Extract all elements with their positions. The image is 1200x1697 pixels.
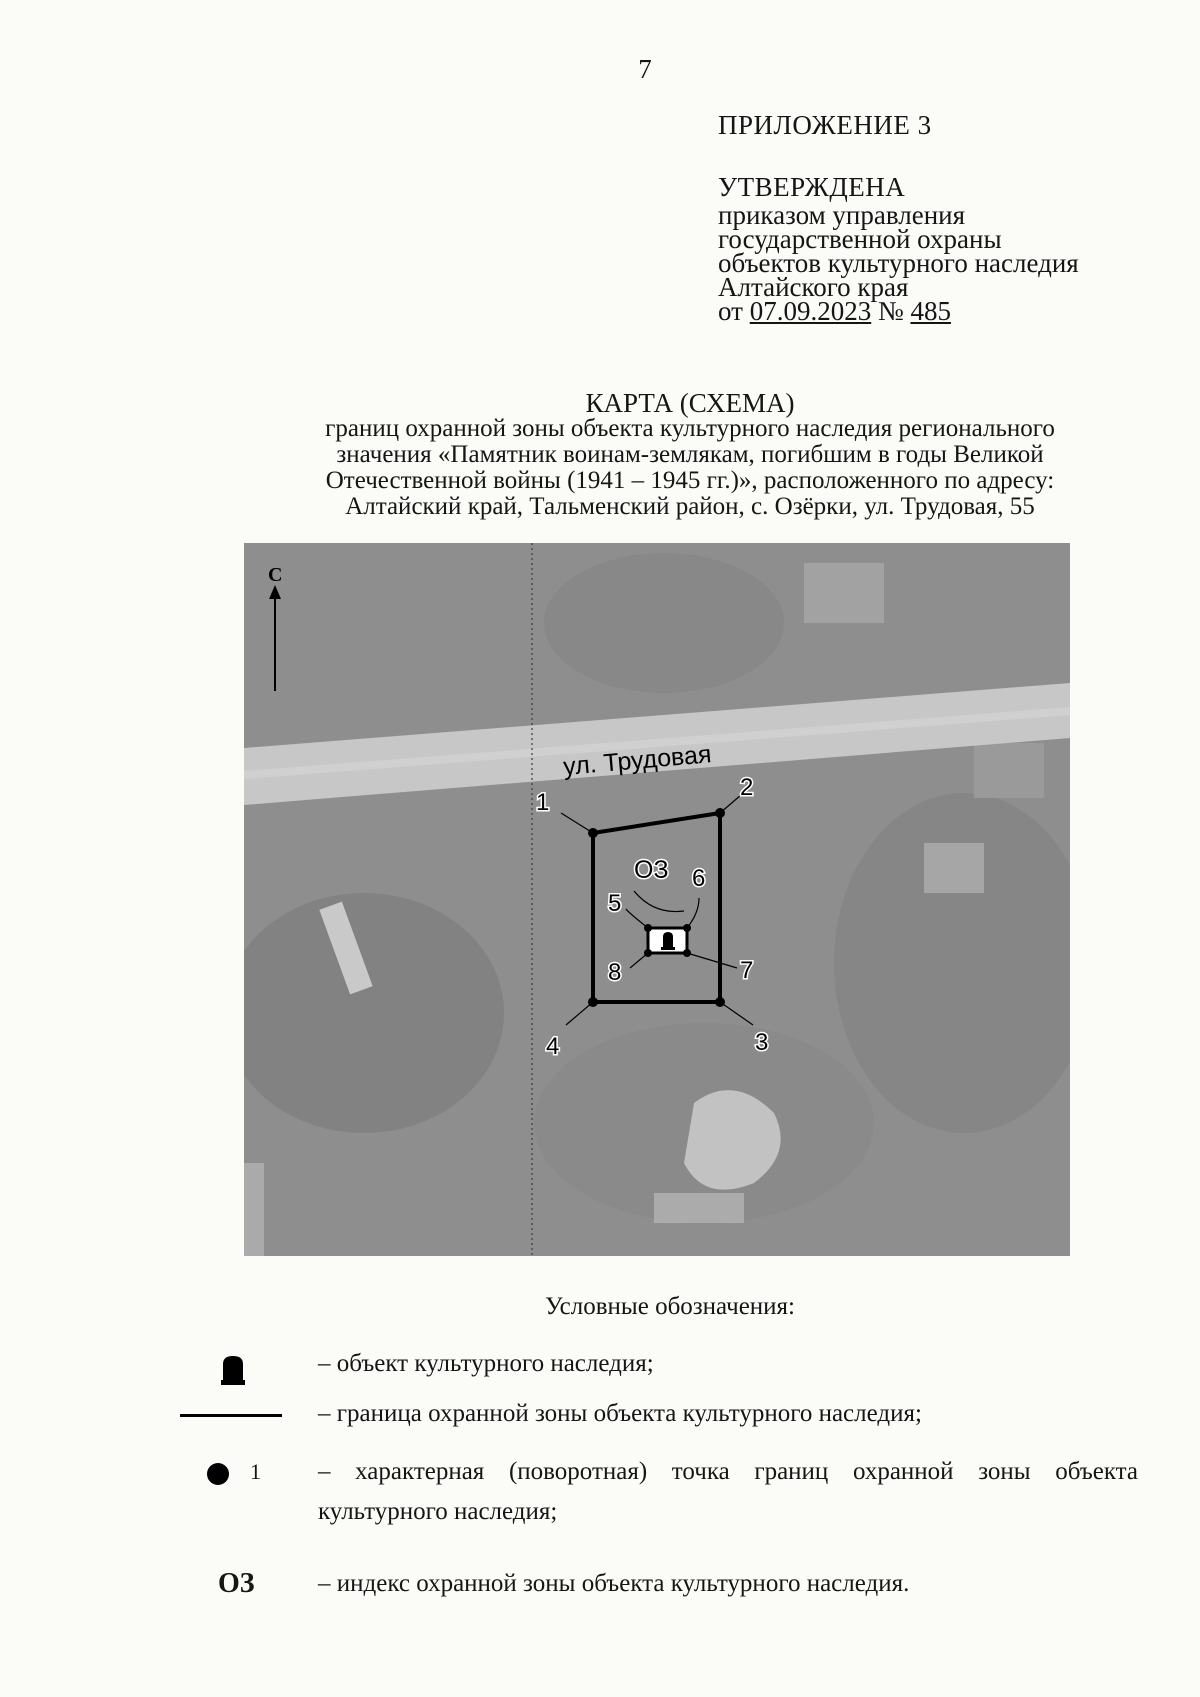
approval-title: УТВЕРЖДЕНА [718,172,906,202]
page-number: 7 [638,54,652,84]
legend-text-point: – характерная (поворотная) точка границ охранной зоны объекта [318,1458,1138,1485]
map-title-block [200,390,1180,520]
point-label-8: 8 [608,959,622,986]
legend-text-point-continued: культурного наследия; [318,1498,558,1525]
legend-item-zone-index [0,1570,1200,1610]
legend-point-number: 1 [250,1459,261,1484]
legend-title: Условные обозначения: [544,1293,796,1320]
point-icon [207,1463,229,1485]
aerial-map [244,543,1070,1256]
legend-text-monument: – объект культурного наследия; [318,1350,654,1377]
legend-item-boundary [0,1400,1200,1440]
approval-number: 485 [910,296,951,326]
legend-item-point [0,1446,1200,1556]
point-label-7: 7 [740,957,754,984]
point-label-3: 3 [755,1029,769,1056]
legend-text-boundary: – граница охранной зоны объекта культурного наследия; [318,1400,922,1427]
approval-line-1: приказом управления [718,200,966,230]
zone-label: ОЗ [634,856,669,884]
map-subtitle-line-4: Алтайский край, Тальменский район, с. Озёрки, ул. Трудовая, 55 [345,493,1035,520]
point-label-1: 1 [536,789,550,816]
point-label-4: 4 [546,1033,560,1060]
map-subtitle-line-3: Отечественной войны (1941 – 1945 гг.)», расположенного по адресу: [325,467,1055,494]
street-label: ул. Трудовая [562,740,713,781]
point-label-6: 6 [692,865,706,892]
point-label-2: 2 [740,774,754,801]
approval-line-3: объектов культурного наследия [718,248,1079,278]
terrain [244,543,1070,1256]
approval-date: 07.09.2023 [749,296,872,326]
map-subtitle-line-2: значения «Памятник воинам-землякам, погибшим в годы Великой [336,441,1044,468]
zone-index-symbol: ОЗ [218,1568,255,1599]
monument-icon [218,1352,248,1386]
map-drawing [244,543,1070,1256]
legend-text-zone-index: – индекс охранной зоны объекта культурного наследия. [318,1570,910,1597]
legend-item-monument [0,1350,1200,1390]
approval-block [718,172,1079,326]
boundary-line-icon [180,1414,282,1417]
point-label-5: 5 [608,890,622,917]
approval-date-line [718,296,1079,326]
map-subtitle-line-1: границ охранной зоны объекта культурного наследия регионального [325,415,1055,442]
appendix-label: ПРИЛОЖЕНИЕ 3 [718,110,932,140]
approval-date-prefix: от [718,296,743,326]
approval-line-2: государственной охраны [718,224,1002,254]
north-label: С [268,564,283,586]
approval-line-4: Алтайского края [718,272,909,302]
approval-number-prefix: № [877,296,904,326]
map-title: КАРТА (СХЕМА) [585,388,795,418]
